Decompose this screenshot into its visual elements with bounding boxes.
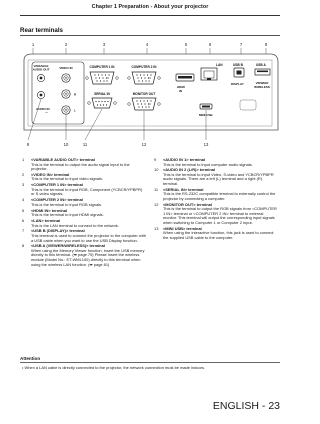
svg-text:—: — bbox=[45, 110, 48, 114]
computer-2-in-port bbox=[132, 72, 156, 84]
terminal-desc: This is the terminal to input video signals. bbox=[31, 176, 104, 182]
terminal-item: 13 <MINI USB> terminal When using the interactive function, this jack is used to connect the supplied USB cable to the computer. bbox=[154, 227, 278, 241]
monitor-out-label: MONITOR OUT bbox=[132, 92, 156, 96]
terminal-name: <MONITOR OUT> terminal bbox=[163, 201, 212, 207]
terminal-item: 2 <VIDEO IN> terminal This is the terminal to input video signals. bbox=[22, 173, 146, 182]
computer-1-in-label: COMPUTER 1 IN bbox=[89, 65, 115, 69]
header-rule bbox=[20, 15, 280, 16]
terminal-desc: This is the terminal to input computer audio signals. bbox=[163, 161, 253, 167]
usb-b-label: USB B bbox=[233, 63, 243, 67]
terminal-name: <VARIABLE AUDIO OUT> terminal bbox=[31, 157, 95, 162]
serial-in-label: SERIAL IN bbox=[94, 92, 110, 96]
hdmi-in-label: HDMI bbox=[177, 85, 185, 89]
terminal-name: <LAN> terminal bbox=[31, 218, 61, 224]
terminal-name: <COMPUTER 1 IN> terminal bbox=[31, 182, 83, 188]
callout-13: 13 bbox=[203, 142, 209, 147]
callout-1: 1 bbox=[31, 42, 35, 47]
mini-usb-label: MINI USB bbox=[199, 113, 213, 117]
terminal-item: 10 <AUDIO IN 2 (L/R)> terminal This is the terminal to input Video, S-video and YCBCR/YPBPR audio signals. There are a left (L) terminal and a right (R) terminal. bbox=[154, 168, 278, 186]
callout-11: 11 bbox=[82, 142, 88, 147]
callout-6: 6 bbox=[208, 42, 212, 47]
svg-text:IN: IN bbox=[179, 89, 182, 93]
terminal-name: <HDMI IN> terminal bbox=[31, 207, 68, 213]
terminal-name: <SERIAL IN> terminal bbox=[163, 186, 204, 192]
section-title: Rear terminals bbox=[20, 27, 63, 34]
callout-9: 9 bbox=[26, 142, 30, 147]
computer-1-in-port bbox=[90, 72, 114, 84]
terminal-list-left bbox=[22, 158, 146, 268]
video-in-label: VIDEO IN bbox=[59, 66, 73, 70]
audio-in-label: AUDIO IN bbox=[36, 107, 50, 111]
terminal-desc: This is the terminal to input Video, S-video and YCBCR/YPBPR audio signals. There are a left (L) terminal and a right (R) terminal. bbox=[163, 171, 274, 187]
terminal-desc: This is the terminal to input RGB, Component (YCBCR/YPBPR) or S-video signals. bbox=[31, 186, 143, 197]
callout-10: 10 bbox=[63, 142, 69, 147]
callout-7: 7 bbox=[239, 42, 243, 47]
section-rule bbox=[20, 35, 280, 36]
terminal-desc: This is the LAN terminal to connect to the network. bbox=[31, 222, 119, 228]
terminal-item: 11 <SERIAL IN> terminal This is the RS-232C compatible terminal to externally control the projector by connecting a computer. bbox=[154, 188, 278, 202]
rear-terminals-diagram bbox=[20, 40, 280, 150]
callout-3: 3 bbox=[102, 42, 106, 47]
terminal-item: 8 <USB A (VIEWER/WIRELESS)> terminal When using the Memory Viewer function, insert the USB memory directly to this terminal. (➡ page 75) Please insert the wireless module (Model No.: ET-WML100) directly to this terminal when using the wireless LAN function. (➡ page 81) bbox=[22, 243, 145, 267]
svg-text:AUDIO OUT: AUDIO OUT bbox=[32, 67, 50, 72]
terminal-name: <AUDIO IN 1> terminal bbox=[163, 157, 206, 162]
usb-a-label: USB A bbox=[256, 63, 266, 67]
terminal-desc: When using the Memory Viewer function, insert the USB memory directly to this terminal. (➡ page 75) Please insert the wireless module (Model No.: ET-WML100) directly to this terminal when using the wireless LAN function. (➡ page 81) bbox=[31, 247, 145, 267]
viewer-wireless-label: VIEWER/ bbox=[255, 81, 269, 85]
terminal-desc: When using the interactive function, this jack is used to connect the supplied USB cable to the computer. bbox=[163, 230, 274, 240]
variable-audio-out-label: VARIABLE bbox=[33, 64, 49, 68]
terminal-name: <USB B (DISPLAY)> terminal bbox=[31, 228, 85, 234]
callout-4: 4 bbox=[145, 42, 149, 47]
chapter-header bbox=[0, 4, 300, 14]
attention-title: Attention bbox=[20, 356, 41, 361]
callout-12: 12 bbox=[141, 142, 147, 147]
chapter-title: Chapter 1 Preparation - About your projector bbox=[91, 4, 209, 10]
callout-8: 8 bbox=[264, 42, 268, 47]
terminal-desc: This is the terminal to output the audio signal input to the projector. bbox=[31, 161, 130, 172]
terminal-name: <USB A (VIEWER/WIRELESS)> terminal bbox=[31, 243, 105, 249]
display-label: DISPLAY bbox=[231, 82, 244, 86]
page-number: ENGLISH - 23 bbox=[212, 400, 280, 412]
callout-2: 2 bbox=[64, 42, 68, 47]
terminal-item: 4 <COMPUTER 2 IN> terminal This is the terminal to input RGB signals. bbox=[22, 198, 146, 207]
terminal-item: 9 <AUDIO IN 1> terminal This is the terminal to input computer audio signals. bbox=[154, 158, 278, 167]
terminal-name: <AUDIO IN 2 (L/R)> terminal bbox=[163, 167, 216, 173]
callout-5: 5 bbox=[184, 42, 188, 47]
terminal-item: 6 <LAN> terminal This is the LAN terminal to connect to the network. bbox=[22, 219, 146, 228]
svg-text:L: L bbox=[74, 108, 76, 113]
terminal-desc: This is the terminal to input RGB signals. bbox=[31, 201, 103, 207]
terminal-item: 3 <COMPUTER 1 IN> terminal This is the terminal to input RGB, Component (YCBCR/YPBPR) or S-video signals. bbox=[22, 183, 146, 197]
svg-text:WIRELESS: WIRELESS bbox=[254, 85, 270, 89]
attention-text: • When a LAN cable is directly connected to the projector, the network connection must be made indoors. bbox=[22, 365, 206, 370]
attention-rule bbox=[20, 362, 280, 363]
svg-text:R: R bbox=[74, 92, 77, 97]
terminal-item: 12 <MONITOR OUT> terminal This is the terminal to output the RGB signals from <COMPUTER 1 IN> terminal or <COMPUTER 2 IN> terminal to external monitor. This terminal will output the corresponding input signals when switching to Computer 1 or Computer 2 input. bbox=[154, 201, 277, 225]
lan-label: LAN bbox=[216, 63, 223, 67]
terminal-desc: This is the terminal to input HDMI signals. bbox=[31, 212, 104, 218]
serial-in-port bbox=[92, 98, 112, 108]
computer-2-in-label: COMPUTER 2 IN bbox=[131, 65, 157, 69]
terminal-desc: This is the RS-232C compatible terminal to externally control the projector by connecting a computer. bbox=[163, 191, 276, 201]
terminal-item: 1 <VARIABLE AUDIO OUT> terminal This is the terminal to output the audio signal input to the projector. bbox=[22, 158, 146, 172]
terminal-desc: This is the terminal to output the RGB signals from <COMPUTER 1 IN> terminal or <COMPUTER 2 IN> terminal to external monitor. This terminal will output the corresponding input signals when switching to Computer 1 or Computer 2 input. bbox=[163, 206, 277, 225]
monitor-out-port bbox=[132, 98, 156, 110]
terminal-item: 5 <HDMI IN> terminal This is the terminal to input HDMI signals. bbox=[22, 209, 146, 218]
terminal-name: <VIDEO IN> terminal bbox=[31, 171, 70, 177]
terminal-list-right bbox=[154, 158, 278, 242]
terminal-item: 7 <USB B (DISPLAY)> terminal This terminal is used to connect the projector to the computer with a USB cable when you want to use the USB Display function. bbox=[22, 228, 146, 243]
terminal-name: <MINI USB> terminal bbox=[163, 225, 202, 231]
terminal-desc: This terminal is used to connect the projector to the computer with a USB cable when you want to use the USB Display function. bbox=[31, 232, 146, 243]
terminal-name: <COMPUTER 2 IN> terminal bbox=[31, 197, 83, 203]
